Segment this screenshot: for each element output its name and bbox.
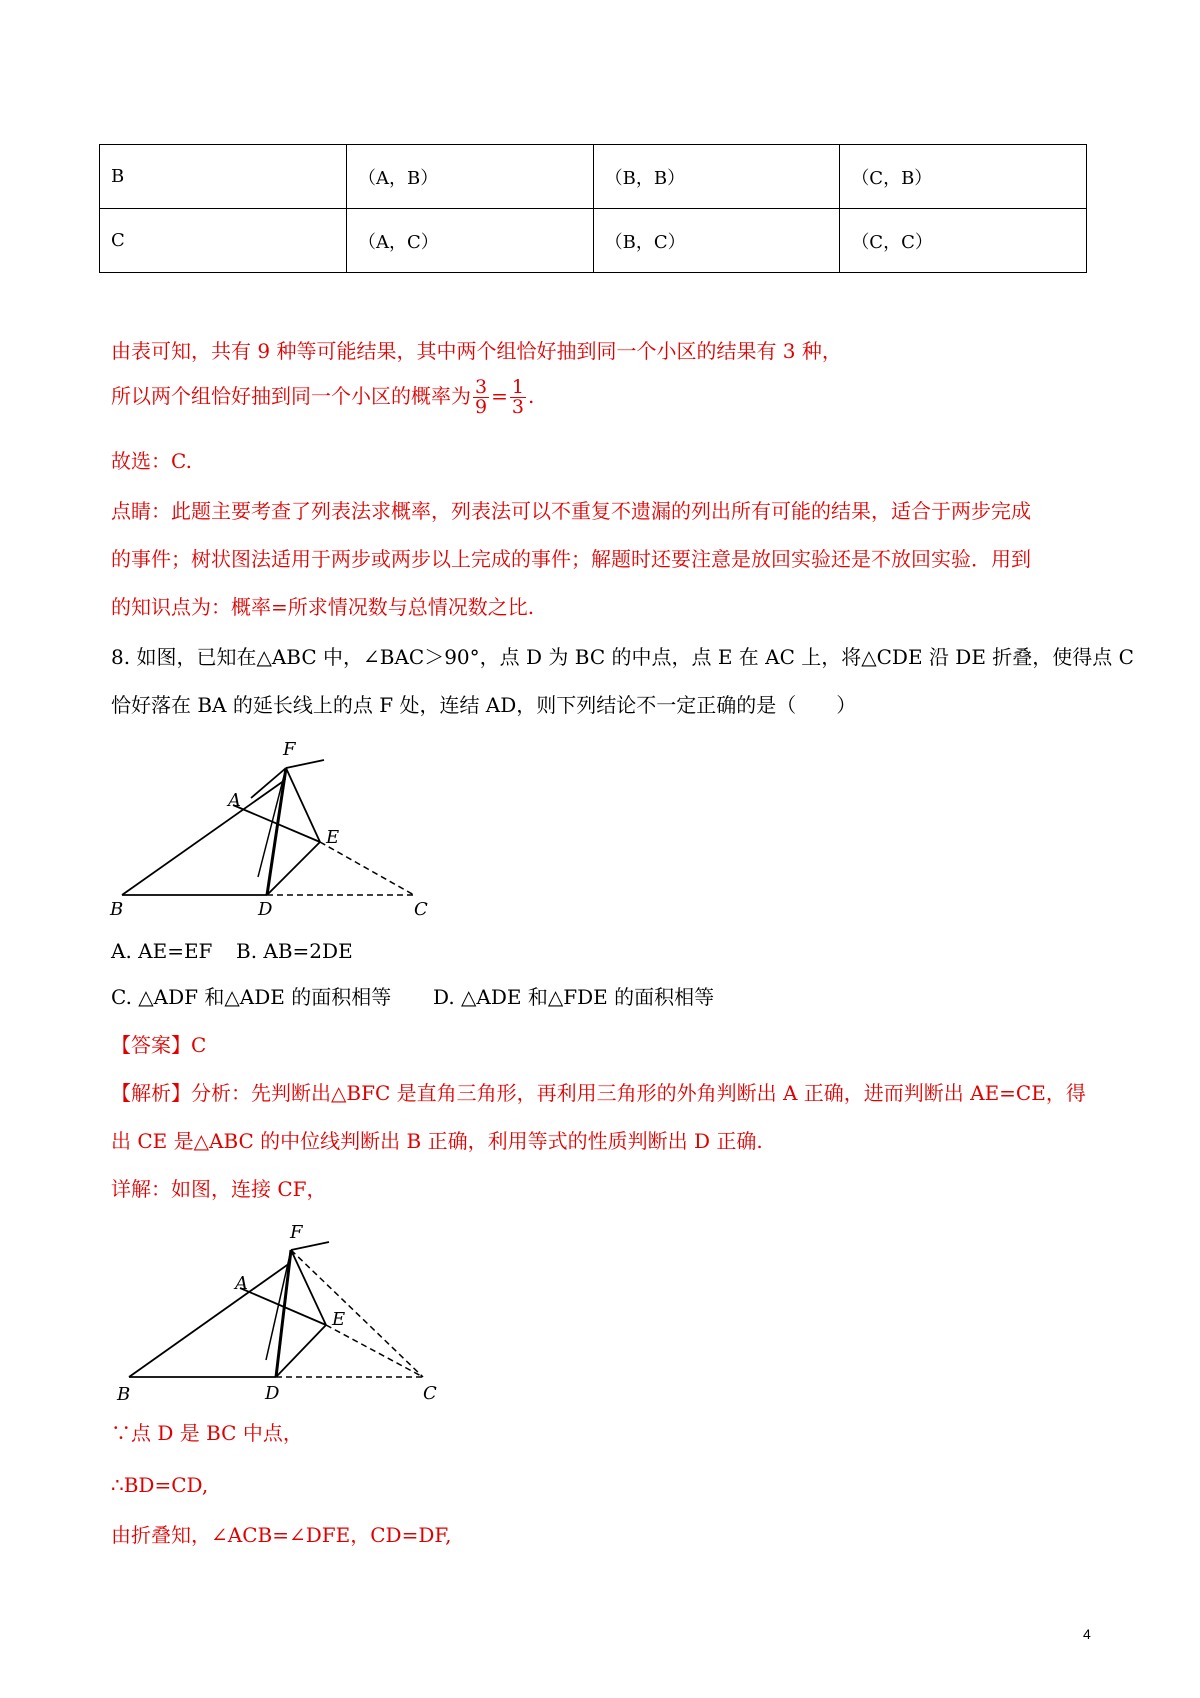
point-label-f: F xyxy=(283,739,296,760)
point-label-c: C xyxy=(423,1383,437,1404)
option-c: C. △ADF 和△ADE 的面积相等 xyxy=(111,985,392,1009)
point-label-e: E xyxy=(326,827,340,848)
period: . xyxy=(527,384,535,408)
proof-step-3: 由折叠知，∠ACB=∠DFE，CD=DF, xyxy=(111,1523,452,1547)
solution-line-1: 由表可知，共有 9 种等可能结果，其中两个组恰好抽到同一个小区的结果有 3 种， xyxy=(111,339,842,363)
fraction-1-3 xyxy=(510,378,526,417)
point-label-e: E xyxy=(332,1309,346,1330)
table-cell: C xyxy=(100,209,347,273)
solution-choice: 故选：C. xyxy=(111,449,192,473)
fraction-numerator: 3 xyxy=(475,376,488,398)
page-number: 4 xyxy=(1083,1626,1091,1642)
point-label-d: D xyxy=(258,899,273,920)
analysis-line-2: 出 CE 是△ABC 的中位线判断出 B 正确，利用等式的性质判断出 D 正确. xyxy=(111,1129,763,1153)
table-row xyxy=(100,209,1087,273)
table-cell: （C，B） xyxy=(840,145,1087,209)
outcome-table xyxy=(99,144,1087,273)
point-label-b: B xyxy=(117,1384,131,1405)
option-d: D. △ADE 和△FDE 的面积相等 xyxy=(433,985,715,1009)
point-label-a: A xyxy=(228,790,241,811)
geometry-figure-2 xyxy=(100,1210,460,1410)
analysis-text-1: 分析：先判断出△BFC 是直角三角形，再利用三角形的外角判断出 A 正确，进而判断出 AE=CE，得 xyxy=(191,1081,1086,1105)
analysis-line-1 xyxy=(111,1080,1086,1106)
comment-line-1: 点睛：此题主要考查了列表法求概率，列表法可以不重复不遗漏的列出所有可能的结果，适合于两步完成 xyxy=(111,499,1031,523)
table-cell: （C，C） xyxy=(840,209,1087,273)
fraction-denominator: 3 xyxy=(511,396,524,418)
solution-line-2 xyxy=(111,378,534,417)
point-label-b: B xyxy=(110,899,124,920)
comment-line-2: 的事件；树状图法适用于两步或两步以上完成的事件；解题时还要注意是放回实验还是不放回实验．用到 xyxy=(111,547,1031,571)
point-label-c: C xyxy=(414,899,428,920)
question-8-line-2: 恰好落在 BA 的延长线上的点 F 处，连结 AD，则下列结论不一定正确的是（ ） xyxy=(111,693,857,717)
fraction-3-9 xyxy=(473,378,489,417)
point-label-f: F xyxy=(290,1222,303,1243)
proof-step-2: ∴BD=CD, xyxy=(111,1473,209,1497)
answer-value: C xyxy=(191,1033,207,1057)
detail-line: 详解：如图，连接 CF， xyxy=(111,1177,327,1201)
geometry-figure-1 xyxy=(100,725,460,925)
fraction-denominator: 9 xyxy=(475,396,488,418)
fraction-numerator: 1 xyxy=(511,376,524,398)
table-cell: （B，C） xyxy=(593,209,840,273)
answer-label: 【答案】 xyxy=(111,1033,191,1057)
table-cell: （B，B） xyxy=(593,145,840,209)
point-label-a: A xyxy=(235,1273,248,1294)
table-cell: B xyxy=(100,145,347,209)
answer-line xyxy=(111,1032,206,1058)
question-8-line-1: 8. 如图，已知在△ABC 中，∠BAC＞90°，点 D 为 BC 的中点，点 E 在 AC 上，将△CDE 沿 DE 折叠，使得点 C xyxy=(111,645,1134,669)
table-cell: （A，B） xyxy=(347,145,594,209)
option-b: B. AB=2DE xyxy=(236,939,353,963)
option-a: A. AE=EF xyxy=(111,939,213,963)
analysis-label: 【解析】 xyxy=(111,1081,191,1105)
comment-line-3: 的知识点为：概率=所求情况数与总情况数之比. xyxy=(111,595,535,619)
point-label-d: D xyxy=(265,1383,280,1404)
table-cell: （A，C） xyxy=(347,209,594,273)
solution-line-2-text: 所以两个组恰好抽到同一个小区的概率为 xyxy=(111,384,471,408)
table-row xyxy=(100,145,1087,209)
equals-sign: = xyxy=(491,384,508,408)
proof-step-1: ∵点 D 是 BC 中点， xyxy=(111,1421,303,1445)
